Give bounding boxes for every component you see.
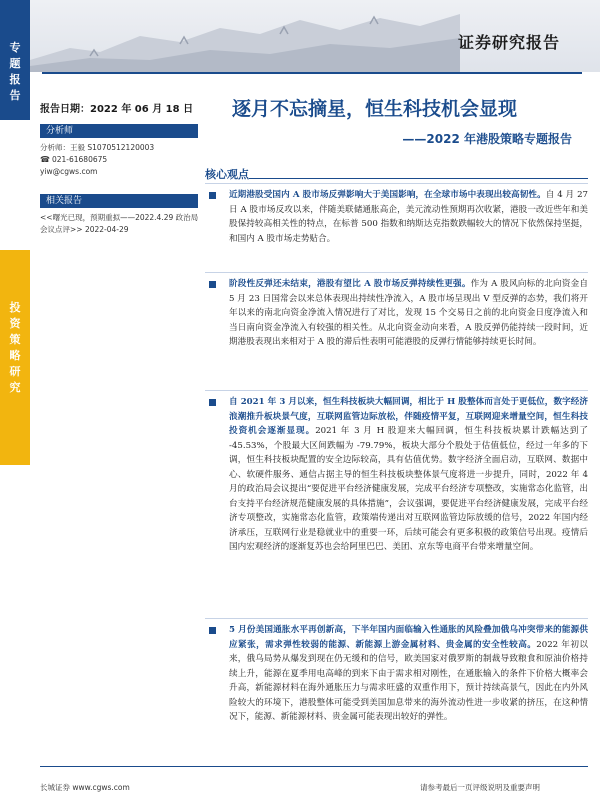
phone-icon: ☎ [40,155,50,164]
footer-disclaimer: 请参考最后一页评级说明及重要声明 [420,783,540,792]
related-report-link[interactable]: <<曙光已现，预期重拟——2022.4.29 政治局会议点评>> 2022-04-29 [40,213,199,234]
footer-divider [40,766,588,767]
analyst-info [40,142,200,178]
header-divider [42,72,582,74]
footer-website[interactable]: 长城证券 www.cgws.com [40,783,130,792]
great-wall-banner-image [30,0,460,72]
analyst-email[interactable]: yiw@cgws.com [40,167,98,176]
page-subtitle: ——2022 年港股策略专题报告 [402,132,572,146]
analyst-name: 分析师：王毅 S1070512120003 [40,143,155,152]
bullet-square-icon [209,281,216,288]
page-title: 逐月不忘摘星，恒生科技机会显现 [232,98,518,120]
analyst-heading: 分析师 [40,124,198,138]
category-vertical-label: 投 资 策 略 研 究 [9,301,21,394]
report-kind-title: 证券研究报告 [457,33,560,52]
bullet-square-icon [209,627,216,634]
core-point-1: 近期港股受国内 A 股市场反弹影响大于美国影响，在全球市场中表现出较高韧性。自 4 月 27 日 A 股市场反攻以来，伴随美联储通胀高企，美元流动性预期再次收紧，港股一改近些年和美股保持较高相关性的特点，在标普 500 指数和纳斯达克指数跌幅较大的情况下依然保持坚挺，和国内 A 股市场走势贴合。 [205,183,588,246]
analyst-phone: ☎ 021-61680675 [40,155,108,164]
core-point-4: 5 月份美国通胀水平再创新高，下半年国内面临输入性通胀的风险叠加俄乌冲突带来的能源供应紧张，需求弹性较弱的能源、新能源上游金属材料、贵金属的安全性较高。2022 年初以来，俄乌局势从爆发到现在仍无缓和的信号，欧美国家对俄罗斯的制裁导致粮食和原油价格持续上升，能源在夏季用电高峰的到来下由于需求相对刚性，在通胀输入的条件下价格大概率会升高，新能源材料在海外通胀压力与需求旺盛的双重作用下，预计持续高景气，因此在内外风险较大的环境下，港股整体可能受到美国加息带来的海外流动性进一步收紧的挤压，在这种情况下，能源、新能源材料、贵金属可能表现出较好的弹性。 [205,618,588,725]
core-point-2: 阶段性反弹还未结束，港股有望比 A 股市场反弹持续性更强。作为 A 股风向标的北向资金自 5 月 23 日国常会以来总体表现出持续性净流入，A 股市场呈现出 V 型反弹的态势，我们将开年以来的南北向资金净流入情况进行了对比，发现 15 个交易日之前的北向资金日度净流入和当日南向资金净流入有较强的相关性。从北向资金动向来看，A 股反弹仍能持续一段时间，近期港股表现出来相对于 A 股的滞后性表明可能港股的反弹行情能够持续更长时间。 [205,272,588,350]
core-point-3: 自 2021 年 3 月以来，恒生科技板块大幅回调，相比于 H 股整体而言处于更低位，数字经济浪潮推升板块景气度，互联网监管边际放松，伴随疫情平复，互联网迎来增量空间，恒生科技投资机会逐渐显现。2021 年 3 月 H 股迎来大幅回调，恒生科技板块累计跌幅达到了 -45.53%，个股最大区间跌幅为 -79.79%，板块大部分个股处于估值低位，经过一年多的下调，恒生科技板块配置的安全边际较高，具有估值优势。数字经济全面启动，互联网、数据中心、软硬件服务、通信占据主导的恒生科技板块整体景气度将进一步提升，同时，2022 年 4 月的政治局会议提出“要促进平台经济健康发展，完成平台经济专项整改，实施常态化监管，出台支持平台经济规范健康发展的具体措施”，会议强调，要促进平台经济健康发展，完成平台经济专项整改，实施常态化监管，政策端传递出对互联网监管边际放缓的信号，2022 年国内经济承压，互联网行业是稳就业中的重要一环，后续可能会有更多积极的政策信号出现。疫情后国内宏观经济的逐渐复苏也会给阿里巴巴、美团、京东等电商平台带来增量空间。 [205,390,588,555]
report-date: 报告日期：2022 年 06 月 18 日 [40,104,194,115]
core-views-heading: 核心观点 [205,163,588,179]
related-reports-heading: 相关报告 [40,194,198,208]
bullet-square-icon [209,192,216,199]
report-type-vertical-label: 专 题 报 告 [9,41,21,102]
left-sidebar [0,0,30,800]
page-header [30,0,600,72]
bullet-square-icon [209,399,216,406]
